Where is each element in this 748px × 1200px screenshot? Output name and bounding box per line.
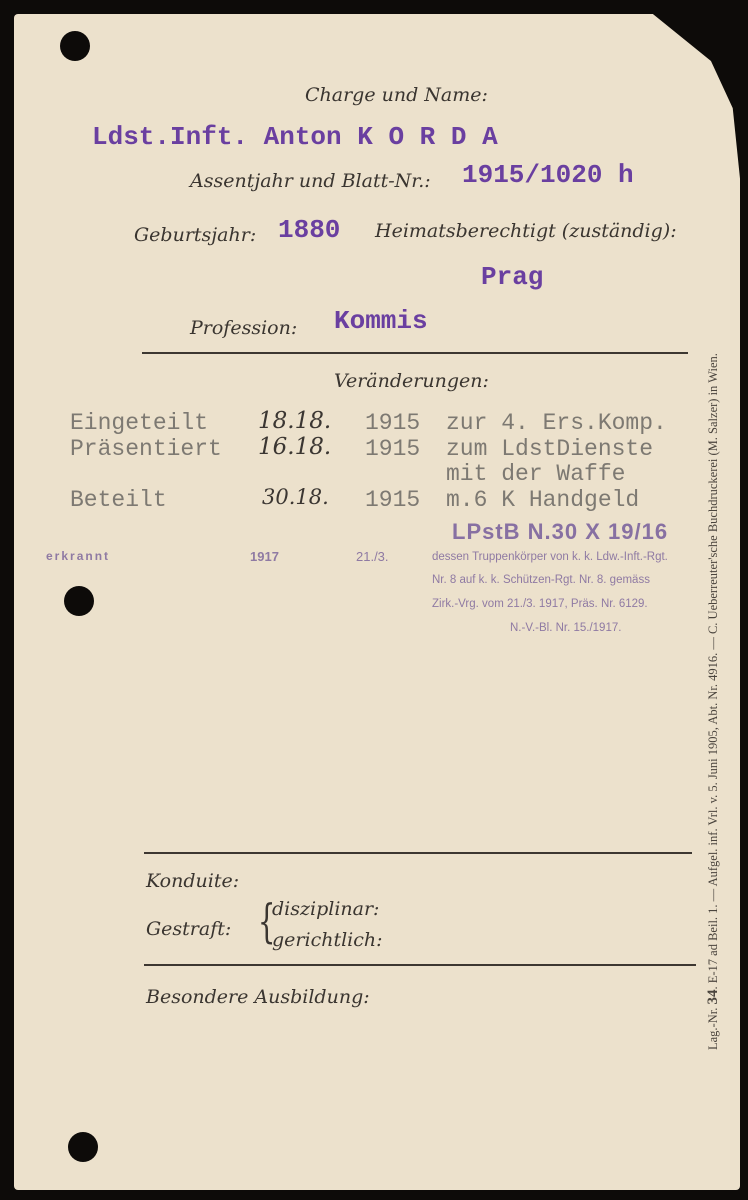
name-value: Ldst.Inft. Anton K O R D A xyxy=(92,122,498,152)
label-gerichtlich: gerichtlich: xyxy=(272,929,383,951)
punch-hole-top xyxy=(60,31,90,61)
label-heimat: Heimatsberechtigt (zuständig): xyxy=(375,220,677,242)
row-label: Eingeteilt xyxy=(70,410,209,436)
row-text: zum LdstDienste xyxy=(446,436,654,462)
imprint-number: 34 xyxy=(705,989,721,1005)
stamp-lpstb: LPstB N.30 X 19/16 xyxy=(452,519,669,544)
divider-footer-top xyxy=(144,852,692,854)
label-profession: Profession: xyxy=(190,317,298,339)
label-disziplinar: disziplinar: xyxy=(272,898,380,920)
imprint-rest: . E-17 ad Beil. 1. — Aufgel. inf. Vrl. v. 5. Juni 1905, Abt. Nr. 4916. — C. Ueberreuter'sche Buchdruckerei (M. Salzer) in Wien. xyxy=(706,353,720,990)
home-value: Prag xyxy=(481,262,544,292)
row-date: 18.18. xyxy=(258,408,332,434)
stamp-line-2: Nr. 8 auf k. k. Schützen-Rgt. Nr. 8. gemäss xyxy=(432,574,650,586)
row-label: Beteilt xyxy=(70,487,167,513)
birth-value: 1880 xyxy=(278,215,341,245)
label-gestraft: Gestraft: xyxy=(146,918,232,940)
row-date: 30.18. xyxy=(262,485,329,509)
profession-value: Kommis xyxy=(334,306,428,336)
assent-value: 1915/1020 h xyxy=(462,160,634,190)
row-year: 1915 xyxy=(365,487,421,513)
stamp-date: 21./3. xyxy=(356,549,389,564)
label-konduite: Konduite: xyxy=(146,870,240,892)
divider-footer-bottom xyxy=(144,964,696,966)
punch-hole-middle xyxy=(64,586,94,616)
row-date: 16.18. xyxy=(258,434,332,460)
row-year: 1915 xyxy=(365,410,421,436)
label-geburtsjahr: Geburtsjahr: xyxy=(134,224,257,246)
stamp-line-4: N.-V.-Bl. Nr. 15./1917. xyxy=(510,622,622,634)
row-label: Präsentiert xyxy=(70,436,222,462)
stamp-line-1: dessen Truppenkörper von k. k. Ldw.-Inft.-Rgt. xyxy=(432,551,668,563)
label-assentjahr: Assentjahr und Blatt-Nr.: xyxy=(190,170,431,192)
divider-header xyxy=(142,352,688,354)
punch-hole-bottom xyxy=(68,1132,98,1162)
row-text: mit der Waffe xyxy=(446,461,626,487)
label-ausbildung: Besondere Ausbildung: xyxy=(146,986,370,1008)
stamp-line-3: Zirk.-Vrg. vom 21./3. 1917, Präs. Nr. 6129. xyxy=(432,598,648,610)
row-text: m.6 K Handgeld xyxy=(446,487,640,513)
imprint-prefix: Lag.-Nr. xyxy=(706,1007,720,1050)
stamp-label: erkrannt xyxy=(46,549,111,563)
brace: { xyxy=(257,894,276,948)
label-charge-name: Charge und Name: xyxy=(305,84,488,106)
row-text: zur 4. Ers.Komp. xyxy=(446,410,667,436)
row-year: 1915 xyxy=(365,436,421,462)
stamp-year: 1917 xyxy=(250,549,279,564)
changes-heading: Veränderungen: xyxy=(334,370,489,392)
printer-imprint xyxy=(705,353,722,1050)
